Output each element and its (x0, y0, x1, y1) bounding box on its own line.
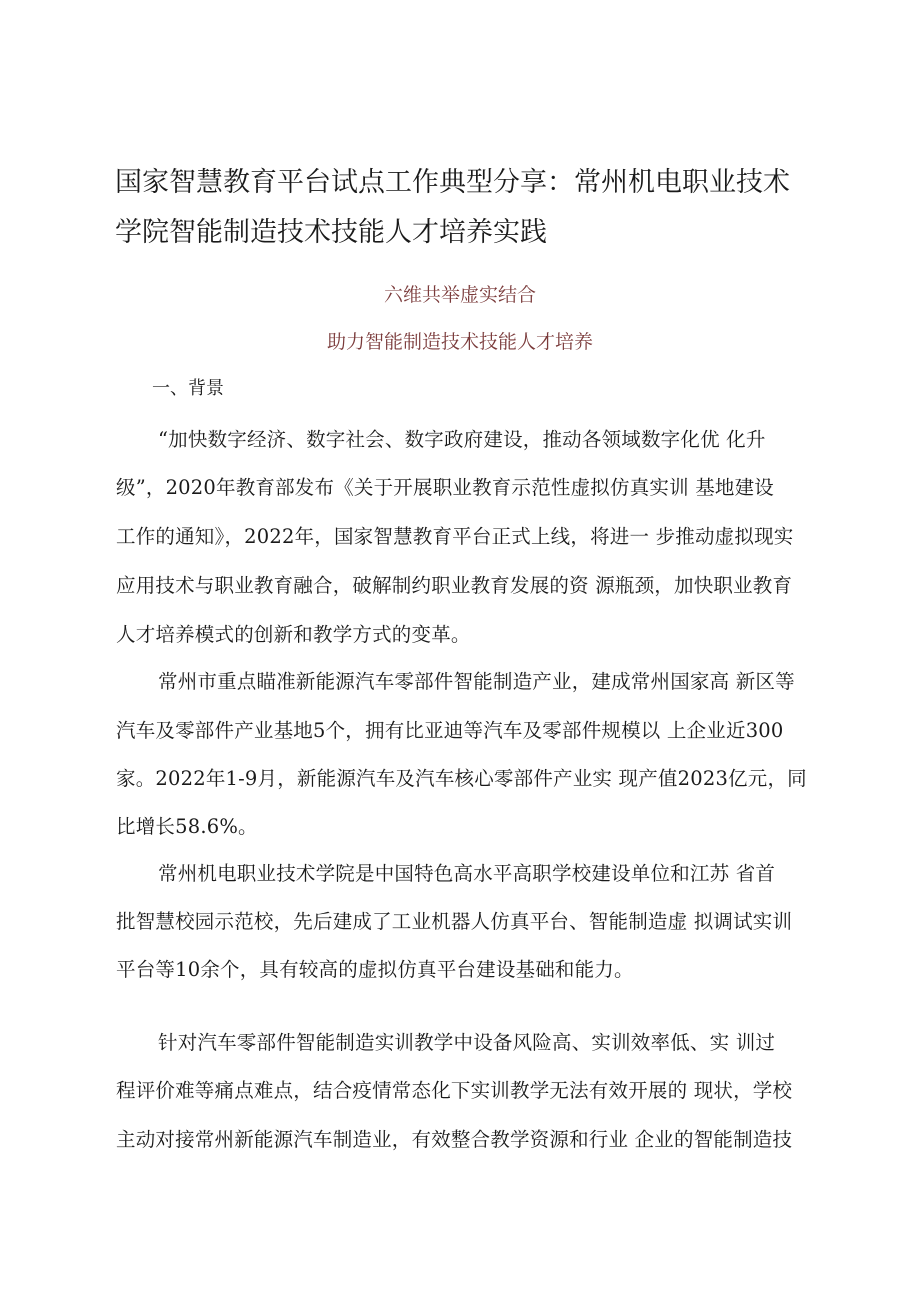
paragraph-1-line-1: “加快数字经济、数字社会、数字政府建设，推动各领域数字化优 化升 (158, 428, 766, 451)
title-line-2: 学院智能制造技术技能人才培养实践 (115, 217, 547, 248)
paragraph-3-line-3: 平台等10余个，具有较高的虚拟仿真平台建设基础和能力。 (116, 958, 634, 981)
title-line-1: 国家智慧教育平台试点工作典型分享：常州机电职业技术 (115, 167, 790, 198)
document-title (115, 158, 805, 258)
paragraph-4-line-1: 针对汽车零部件智能制造实训教学中设备风险高、实训效率低、实 训过 (158, 1031, 776, 1054)
subtitle-line-2: 助力智能制造技术技能人才培养 (326, 331, 593, 353)
paragraph-2-line-2: 汽车及零部件产业基地5个，拥有比亚迪等汽车及零部件规模以 上企业近300 (116, 719, 784, 742)
paragraph-1-line-3: 工作的通知》，2022年，国家智慧教育平台正式上线，将进一 步推动虚拟现实 (116, 525, 794, 548)
paragraph-2-line-4: 比增长58.6%。 (116, 815, 258, 838)
section-heading-background: 一、背景 (152, 378, 224, 399)
paragraph-1-line-4: 应用技术与职业教育融合，破解制约职业教育发展的资 源瓶颈，加快职业教育 (116, 574, 793, 597)
paragraph-4-line-2: 程评价难等痛点难点，结合疫情常态化下实训教学无法有效开展的 现状，学校 (116, 1079, 793, 1102)
paragraph-4-line-3: 主动对接常州新能源汽车制造业，有效整合教学资源和行业 企业的智能制造技 (116, 1128, 793, 1151)
paragraph-2-line-3: 家。2022年1-9月，新能源汽车及汽车核心零部件产业实 现产值2023亿元，同 (116, 767, 807, 790)
subtitle-line-1: 六维共举虚实结合 (383, 284, 536, 306)
paragraph-3-line-2: 批智慧校园示范校，先后建成了工业机器人仿真平台、智能制造虚 拟调试实训 (116, 910, 793, 933)
paragraph-3-line-1: 常州机电职业技术学院是中国特色高水平高职学校建设单位和江苏 省首 (158, 862, 776, 885)
paragraph-1-line-2: 级”，2020年教育部发布《关于开展职业教育示范性虚拟仿真实训 基地建设 (116, 476, 774, 499)
paragraph-1-line-5: 人才培养模式的创新和教学方式的变革。 (116, 623, 471, 646)
paragraph-2-line-1: 常州市重点瞄准新能源汽车零部件智能制造产业，建成常州国家高 新区等 (158, 670, 795, 693)
